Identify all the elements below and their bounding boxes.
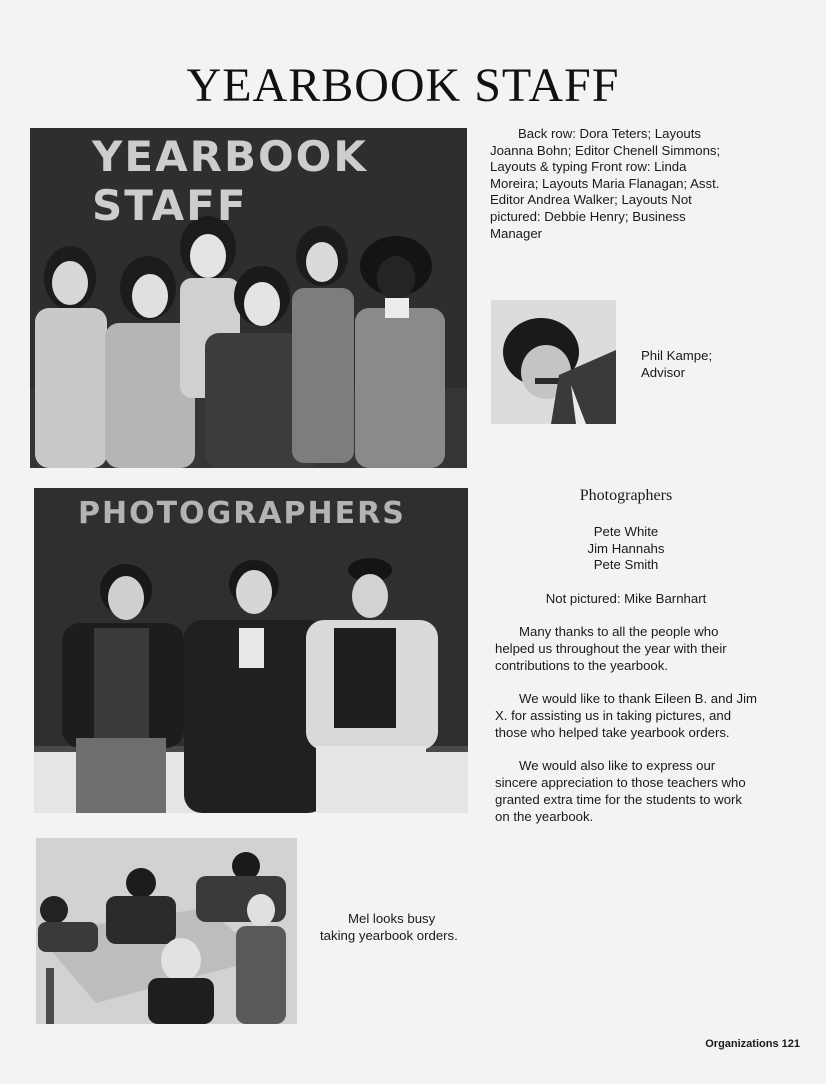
advisor-role: Advisor <box>641 364 685 380</box>
chalkboard-text: YEARBOOK STAFF <box>92 132 368 230</box>
thanks-paragraph: Many thanks to all the people who helped us throughout the year with their contributions to the yearbook. <box>495 624 727 673</box>
advisor-photo <box>491 300 616 424</box>
advisor-caption <box>641 348 761 381</box>
photographers-heading: Photographers <box>579 487 673 504</box>
photographers-photo <box>34 488 468 813</box>
page-title: YEARBOOK STAFF <box>186 59 620 112</box>
advisor-name: Phil Kampe; <box>641 348 713 363</box>
photographers-names <box>495 524 757 574</box>
staff-caption: Back row: Dora Teters; Layouts Joanna Bohn; Editor Chenell Simmons; Layouts & typing Front row: Linda Moreira; Layouts Maria Flanagan; Asst. Editor Andrea Walker; Layouts Not pictured: Debbie Henry; Business Manager <box>490 126 721 241</box>
orders-caption: Mel looks busy taking yearbook orders. <box>320 911 458 943</box>
page-footer <box>650 1038 800 1050</box>
page-number: 121 <box>781 1038 800 1050</box>
yearbook-orders-photo <box>36 838 297 1024</box>
chalkboard-text: PHOTOGRAPHERS <box>78 496 406 531</box>
photographer-name: Pete Smith <box>593 557 659 573</box>
not-pictured: Not pictured: Mike Barnhart <box>545 591 707 606</box>
photographer-name: Jim Hannahs <box>587 540 665 556</box>
thanks-paragraph: We would like to thank Eileen B. and Jim X. for assisting us in taking pictures, and those who helped take yearbook orders. <box>495 691 757 740</box>
thanks-paragraph: We would also like to express our sincere appreciation to those teachers who granted extra time for the students to work on the yearbook. <box>495 758 746 824</box>
footer-section: Organizations <box>705 1038 779 1050</box>
yearbook-staff-photo <box>30 128 467 468</box>
photographer-name: Pete White <box>593 524 659 539</box>
